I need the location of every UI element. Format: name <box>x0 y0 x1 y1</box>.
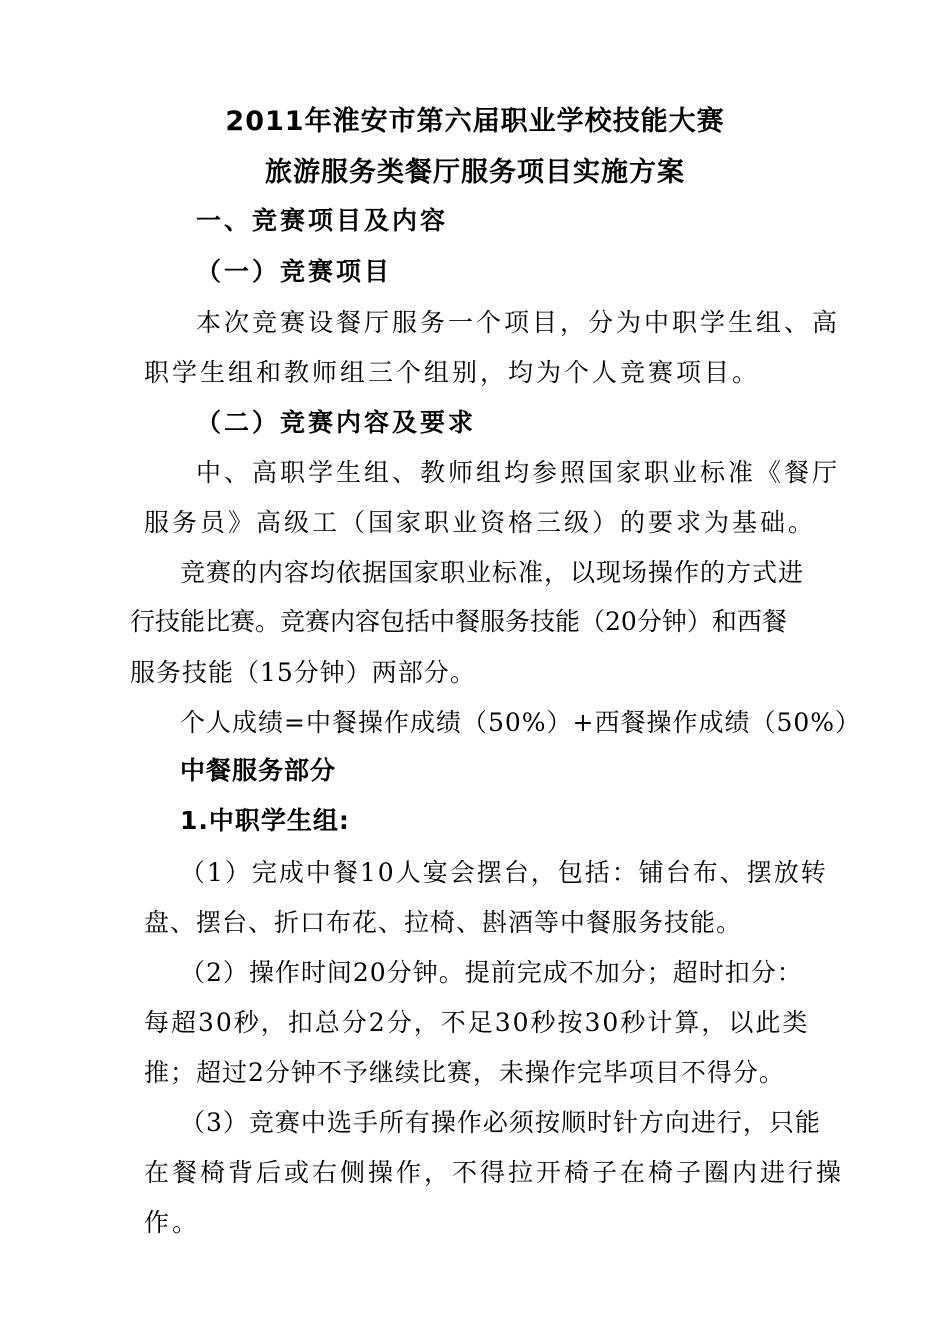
item-3-line-2: 在餐椅背后或右侧操作，不得拉开椅子在椅子圈内进行操 <box>144 1158 845 1187</box>
paragraph-1-line-2: 职学生组和教师组三个组别，均为个人竞赛项目。 <box>144 358 761 387</box>
item-2-line-3: 推；超过2分钟不予继续比赛，未操作完毕项目不得分。 <box>144 1058 785 1087</box>
paragraph-1-line-1: 本次竞赛设餐厅服务一个项目，分为中职学生组、高 <box>196 308 841 337</box>
subsection-heading-2: （二）竞赛内容及要求 <box>196 408 477 437</box>
item-2-line-2: 每超30秒，扣总分2分，不足30秒按30秒计算，以此类 <box>144 1008 810 1037</box>
item-3-line-1: （3）竞赛中选手所有操作必须按顺时针方向进行，只能 <box>180 1108 821 1137</box>
paragraph-3-line-1: 竞赛的内容均依据国家职业标准，以现场操作的方式进 <box>180 558 805 587</box>
section-heading-1: 一、竞赛项目及内容 <box>196 206 449 235</box>
paragraph-3-line-3: 服务技能（15分钟）两部分。 <box>130 658 476 687</box>
paragraph-2-line-1: 中、高职学生组、教师组均参照国家职业标准《餐厅 <box>196 458 841 487</box>
document-title-line-2: 旅游服务类餐厅服务项目实施方案 <box>265 157 685 188</box>
paragraph-2-line-2: 服务员》高级工（国家职业资格三级）的要求为基础。 <box>144 508 817 537</box>
paragraph-3-line-2: 行技能比赛。竞赛内容包括中餐服务技能（20分钟）和西餐 <box>130 607 787 636</box>
group-1-heading: 1.中职学生组: <box>180 806 350 835</box>
subsection-heading-1: （一）竞赛项目 <box>196 257 393 286</box>
item-1-line-1: （1）完成中餐10人宴会摆台，包括：铺台布、摆放转 <box>180 858 828 887</box>
item-1-line-2: 盘、摆台、折口布花、拉椅、斟酒等中餐服务技能。 <box>144 908 743 937</box>
item-3-line-3: 作。 <box>144 1208 201 1237</box>
document-title-line-1: 2011年淮安市第六届职业学校技能大赛 <box>225 106 725 137</box>
paragraph-4-line-1: 个人成绩=中餐操作成绩（50%）+西餐操作成绩（50%） <box>180 708 862 737</box>
zhongcan-heading: 中餐服务部分 <box>180 756 337 785</box>
item-2-line-1: （2）操作时间20分钟。提前完成不加分；超时扣分： <box>180 958 803 987</box>
